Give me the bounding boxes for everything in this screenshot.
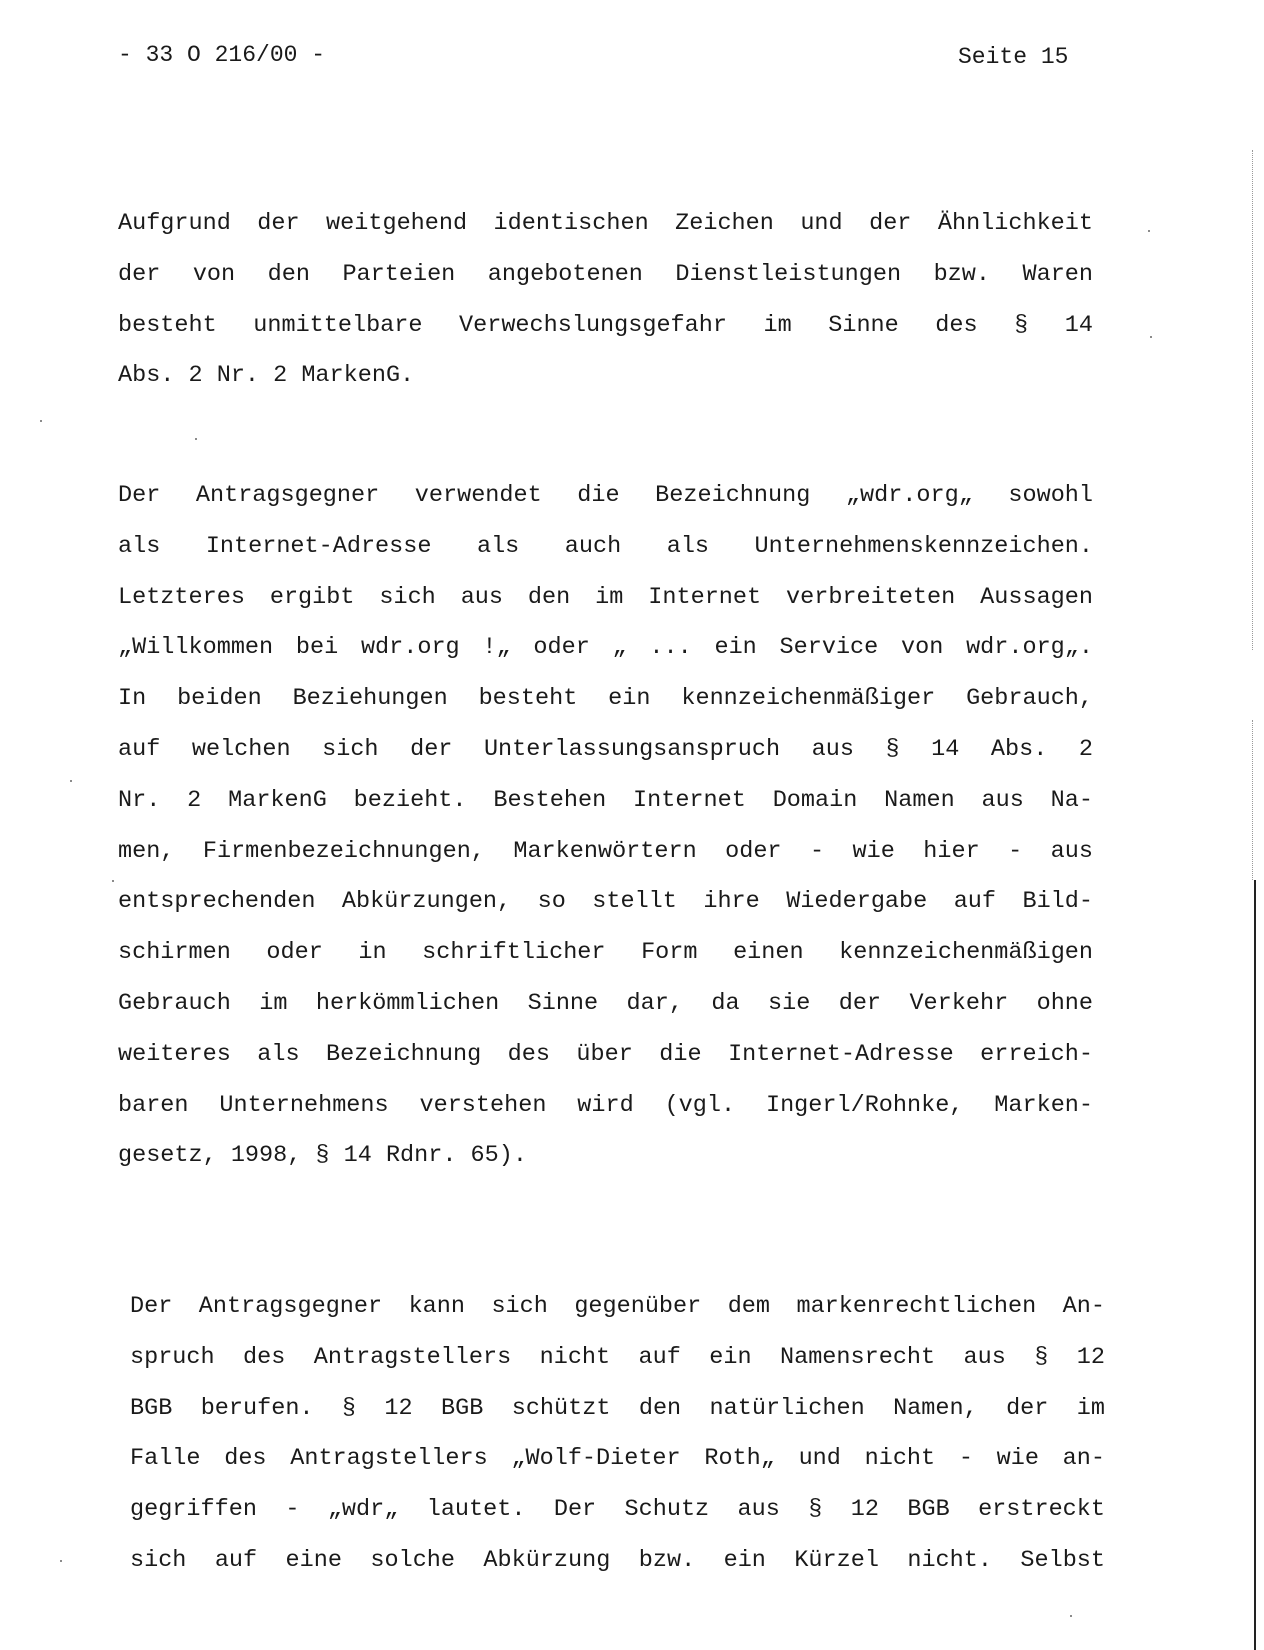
text-line: weiteres als Bezeichnung des über die Internet-Adresse erreich- xyxy=(118,1040,1093,1068)
text-line: spruch des Antragstellers nicht auf ein Namensrecht aus § 12 xyxy=(130,1343,1105,1371)
scan-edge-line xyxy=(1254,880,1256,1650)
text-line: Aufgrund der weitgehend identischen Zeichen und der Ähnlichkeit xyxy=(118,210,1093,237)
scan-speck xyxy=(1148,230,1150,232)
page-number: Seite 15 xyxy=(958,44,1069,70)
text-line: Gebrauch im herkömmlichen Sinne dar, da sie der Verkehr ohne xyxy=(118,989,1093,1017)
scan-speck xyxy=(60,1560,62,1562)
paragraph-3 xyxy=(130,1282,1105,1587)
text-line: Falle des Antragstellers „Wolf-Dieter Roth„ und nicht - wie an- xyxy=(130,1445,1105,1473)
text-line: BGB berufen. § 12 BGB schützt den natürlichen Namen, der im xyxy=(130,1394,1105,1422)
text-line: Letzteres ergibt sich aus den im Internet verbreiteten Aussagen xyxy=(118,583,1093,611)
scan-edge-mark xyxy=(1252,720,1254,880)
text-line: Nr. 2 MarkenG bezieht. Bestehen Internet Domain Namen aus Na- xyxy=(118,786,1093,814)
scan-speck xyxy=(40,420,42,422)
text-line: der von den Parteien angebotenen Dienstleistungen bzw. Waren xyxy=(118,260,1093,288)
paragraph-2 xyxy=(118,471,1093,1182)
text-line: „Willkommen bei wdr.org !„ oder „ ... ein Service von wdr.org„. xyxy=(118,634,1093,662)
scan-speck xyxy=(70,780,72,782)
scan-speck xyxy=(1150,336,1152,338)
text-line: schirmen oder in schriftlicher Form einen kennzeichenmäßigen xyxy=(118,939,1093,967)
text-line: men, Firmenbezeichnungen, Markenwörtern oder - wie hier - aus xyxy=(118,837,1093,865)
text-line: als Internet-Adresse als auch als Unternehmenskennzeichen. xyxy=(118,532,1093,560)
text-line: Der Antragsgegner kann sich gegenüber dem markenrechtlichen An- xyxy=(130,1293,1105,1320)
text-line: besteht unmittelbare Verwechslungsgefahr im Sinne des § 14 xyxy=(118,311,1093,339)
text-line: Der Antragsgegner verwendet die Bezeichnung „wdr.org„ sowohl xyxy=(118,482,1093,509)
text-line: In beiden Beziehungen besteht ein kennzeichenmäßiger Gebrauch, xyxy=(118,685,1093,713)
scan-edge-mark xyxy=(1252,150,1254,650)
text-line: entsprechenden Abkürzungen, so stellt ihre Wiedergabe auf Bild- xyxy=(118,888,1093,916)
paragraph-1 xyxy=(118,199,1093,402)
text-line: sich auf eine solche Abkürzung bzw. ein Kürzel nicht. Selbst xyxy=(130,1546,1105,1574)
text-line: gegriffen - „wdr„ lautet. Der Schutz aus § 12 BGB erstreckt xyxy=(130,1496,1105,1524)
text-line: gesetz, 1998, § 14 Rdnr. 65). xyxy=(118,1142,527,1170)
text-line: baren Unternehmens verstehen wird (vgl. Ingerl/Rohnke, Marken- xyxy=(118,1091,1093,1119)
scan-speck xyxy=(112,880,114,882)
text-line: Abs. 2 Nr. 2 MarkenG. xyxy=(118,362,415,390)
scan-speck xyxy=(195,438,197,440)
case-number: - 33 O 216/00 - xyxy=(118,42,326,68)
text-line: auf welchen sich der Unterlassungsanspruch aus § 14 Abs. 2 xyxy=(118,735,1093,763)
scan-speck xyxy=(1070,1615,1072,1617)
